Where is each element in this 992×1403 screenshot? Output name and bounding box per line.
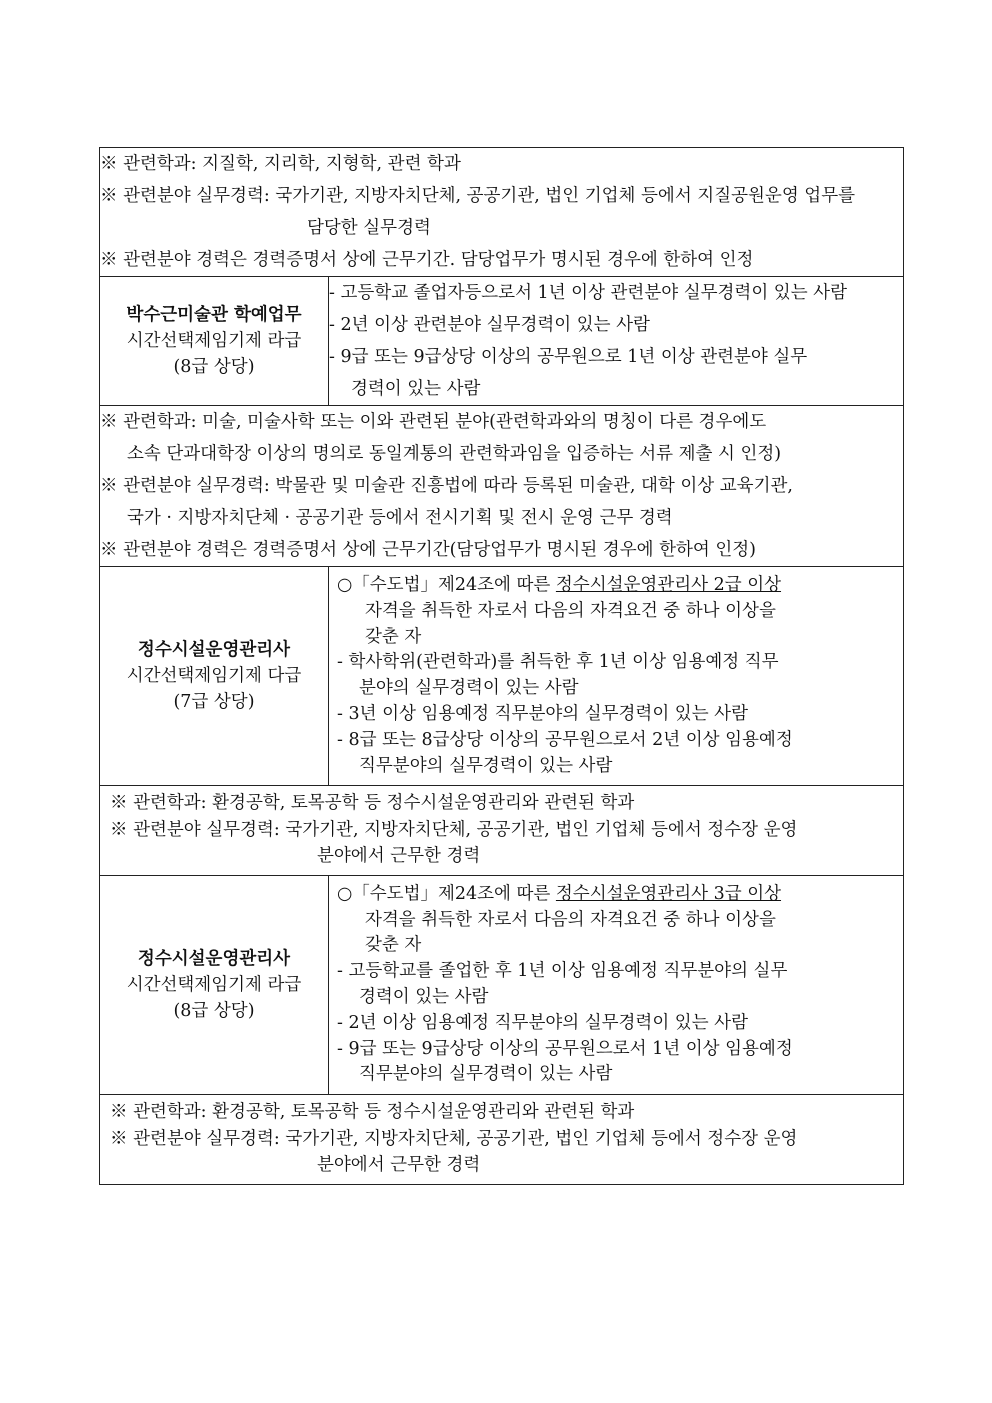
requirement-item: - 고등학교 졸업자등으로서 1년 이상 관련분야 실무경력이 있는 사람	[329, 283, 847, 303]
requirement-item: - 3년 이상 임용예정 직무분야의 실무경력이 있는 사람	[337, 703, 748, 724]
requirements-cell	[329, 875, 904, 1094]
position-title: 박수근미술관 학예업무	[126, 305, 302, 325]
requirement-continuation: 경력이 있는 사람	[359, 987, 489, 1008]
requirement-continuation: 자격을 취득한 자로서 다음의 자격요건 중 하나 이상을	[365, 909, 776, 930]
position-type: 시간선택제임기제 라급	[126, 331, 302, 351]
requirement-continuation: 갖춘 자	[365, 626, 422, 647]
license-requirement: 정수시설운영관리사 3급 이상	[555, 883, 782, 904]
requirement-heading	[337, 882, 893, 908]
requirement-item: - 고등학교를 졸업한 후 1년 이상 임용예정 직무분야의 실무	[337, 961, 788, 982]
position-grade: (8급 상당)	[173, 357, 255, 377]
note-line: ※ 관련분야 실무경력: 국가기관, 지방자치단체, 공공기관, 법인 기업체 등에서 정수장 운영	[110, 1128, 798, 1149]
position-cell	[100, 875, 329, 1094]
note-line: ※ 관련학과: 환경공학, 토목공학 등 정수시설운영관리와 관련된 학과	[110, 1102, 635, 1123]
position-grade: (7급 상당)	[173, 692, 255, 713]
requirement-item: - 학사학위(관련학과)를 취득한 후 1년 이상 임용예정 직무	[337, 652, 779, 673]
requirement-item: - 2년 이상 관련분야 실무경력이 있는 사람	[329, 315, 650, 335]
note-line: 국가 · 지방자치단체 · 공공기관 등에서 전시기획 및 전시 운영 근무 경력	[127, 508, 673, 528]
heading-prefix: ○「수도법」제24조에 따른	[337, 575, 556, 595]
note-line: ※ 관련학과: 지질학, 지리학, 지형학, 관련 학과	[100, 154, 461, 174]
position-cell	[100, 567, 329, 786]
note-line: ※ 관련분야 실무경력: 국가기관, 지방자치단체, 공공기관, 법인 기업체 등에서 지질공원운영 업무를	[100, 186, 856, 206]
requirement-continuation: 갖춘 자	[365, 935, 422, 956]
notes-cell	[100, 148, 904, 277]
position-row-water-8	[100, 875, 904, 1094]
notes-row-water-8	[100, 1095, 904, 1185]
requirement-continuation: 직무분야의 실무경력이 있는 사람	[359, 755, 613, 776]
requirement-continuation: 직무분야의 실무경력이 있는 사람	[359, 1064, 613, 1085]
note-line: 소속 단과대학장 이상의 명의로 동일계통의 관련학과임을 입증하는 서류 제출 시 인정)	[127, 444, 782, 464]
requirement-item: - 9급 또는 9급상당 이상의 공무원으로 1년 이상 관련분야 실무	[329, 347, 808, 367]
position-grade: (8급 상당)	[173, 1001, 255, 1022]
position-title: 정수시설운영관리사	[137, 640, 291, 661]
note-line: ※ 관련분야 경력은 경력증명서 상에 근무기간(담당업무가 명시된 경우에 한하여 인정)	[100, 540, 756, 560]
heading-prefix: ○「수도법」제24조에 따른	[337, 883, 556, 904]
note-line: ※ 관련분야 실무경력: 국가기관, 지방자치단체, 공공기관, 법인 기업체 등에서 정수장 운영	[110, 819, 798, 840]
notes-row-museum	[100, 406, 904, 567]
requirement-continuation: 자격을 취득한 자로서 다음의 자격요건 중 하나 이상을	[365, 600, 776, 621]
notes-row-geopark	[100, 148, 904, 277]
license-requirement: 정수시설운영관리사 2급 이상	[555, 575, 782, 595]
requirement-item: - 8급 또는 8급상당 이상의 공무원으로서 2년 이상 임용예정	[337, 729, 793, 750]
note-line: 분야에서 근무한 경력	[317, 846, 481, 867]
position-type: 시간선택제임기제 다급	[126, 666, 302, 687]
notes-cell	[100, 786, 904, 876]
note-line: ※ 관련분야 경력은 경력증명서 상에 근무기간. 담당업무가 명시된 경우에 한하여 인정	[100, 250, 754, 270]
note-line: ※ 관련학과: 미술, 미술사학 또는 이와 관련된 분야(관련학과와의 명칭이 다른 경우에도	[100, 412, 767, 432]
note-line: ※ 관련분야 실무경력: 박물관 및 미술관 진흥법에 따라 등록된 미술관, 대학 이상 교육기관,	[100, 476, 793, 496]
requirements-cell	[329, 277, 904, 406]
notes-row-water-7	[100, 786, 904, 876]
requirement-item: - 9급 또는 9급상당 이상의 공무원으로서 1년 이상 임용예정	[337, 1038, 793, 1059]
note-line: 담당한 실무경력	[307, 218, 431, 238]
notes-cell	[100, 1095, 904, 1185]
recruitment-table	[99, 147, 904, 1185]
notes-cell	[100, 406, 904, 567]
requirement-heading	[337, 573, 893, 599]
position-row-museum	[100, 277, 904, 406]
position-title: 정수시설운영관리사	[137, 949, 291, 970]
note-line: ※ 관련학과: 환경공학, 토목공학 등 정수시설운영관리와 관련된 학과	[110, 793, 635, 814]
position-cell	[100, 277, 329, 406]
note-line: 분야에서 근무한 경력	[317, 1155, 481, 1176]
requirement-item: - 2년 이상 임용예정 직무분야의 실무경력이 있는 사람	[337, 1012, 748, 1033]
position-row-water-7	[100, 567, 904, 786]
requirement-continuation: 분야의 실무경력이 있는 사람	[359, 678, 579, 699]
requirement-continuation: 경력이 있는 사람	[351, 379, 481, 399]
position-type: 시간선택제임기제 라급	[126, 975, 302, 996]
requirements-cell	[329, 567, 904, 786]
